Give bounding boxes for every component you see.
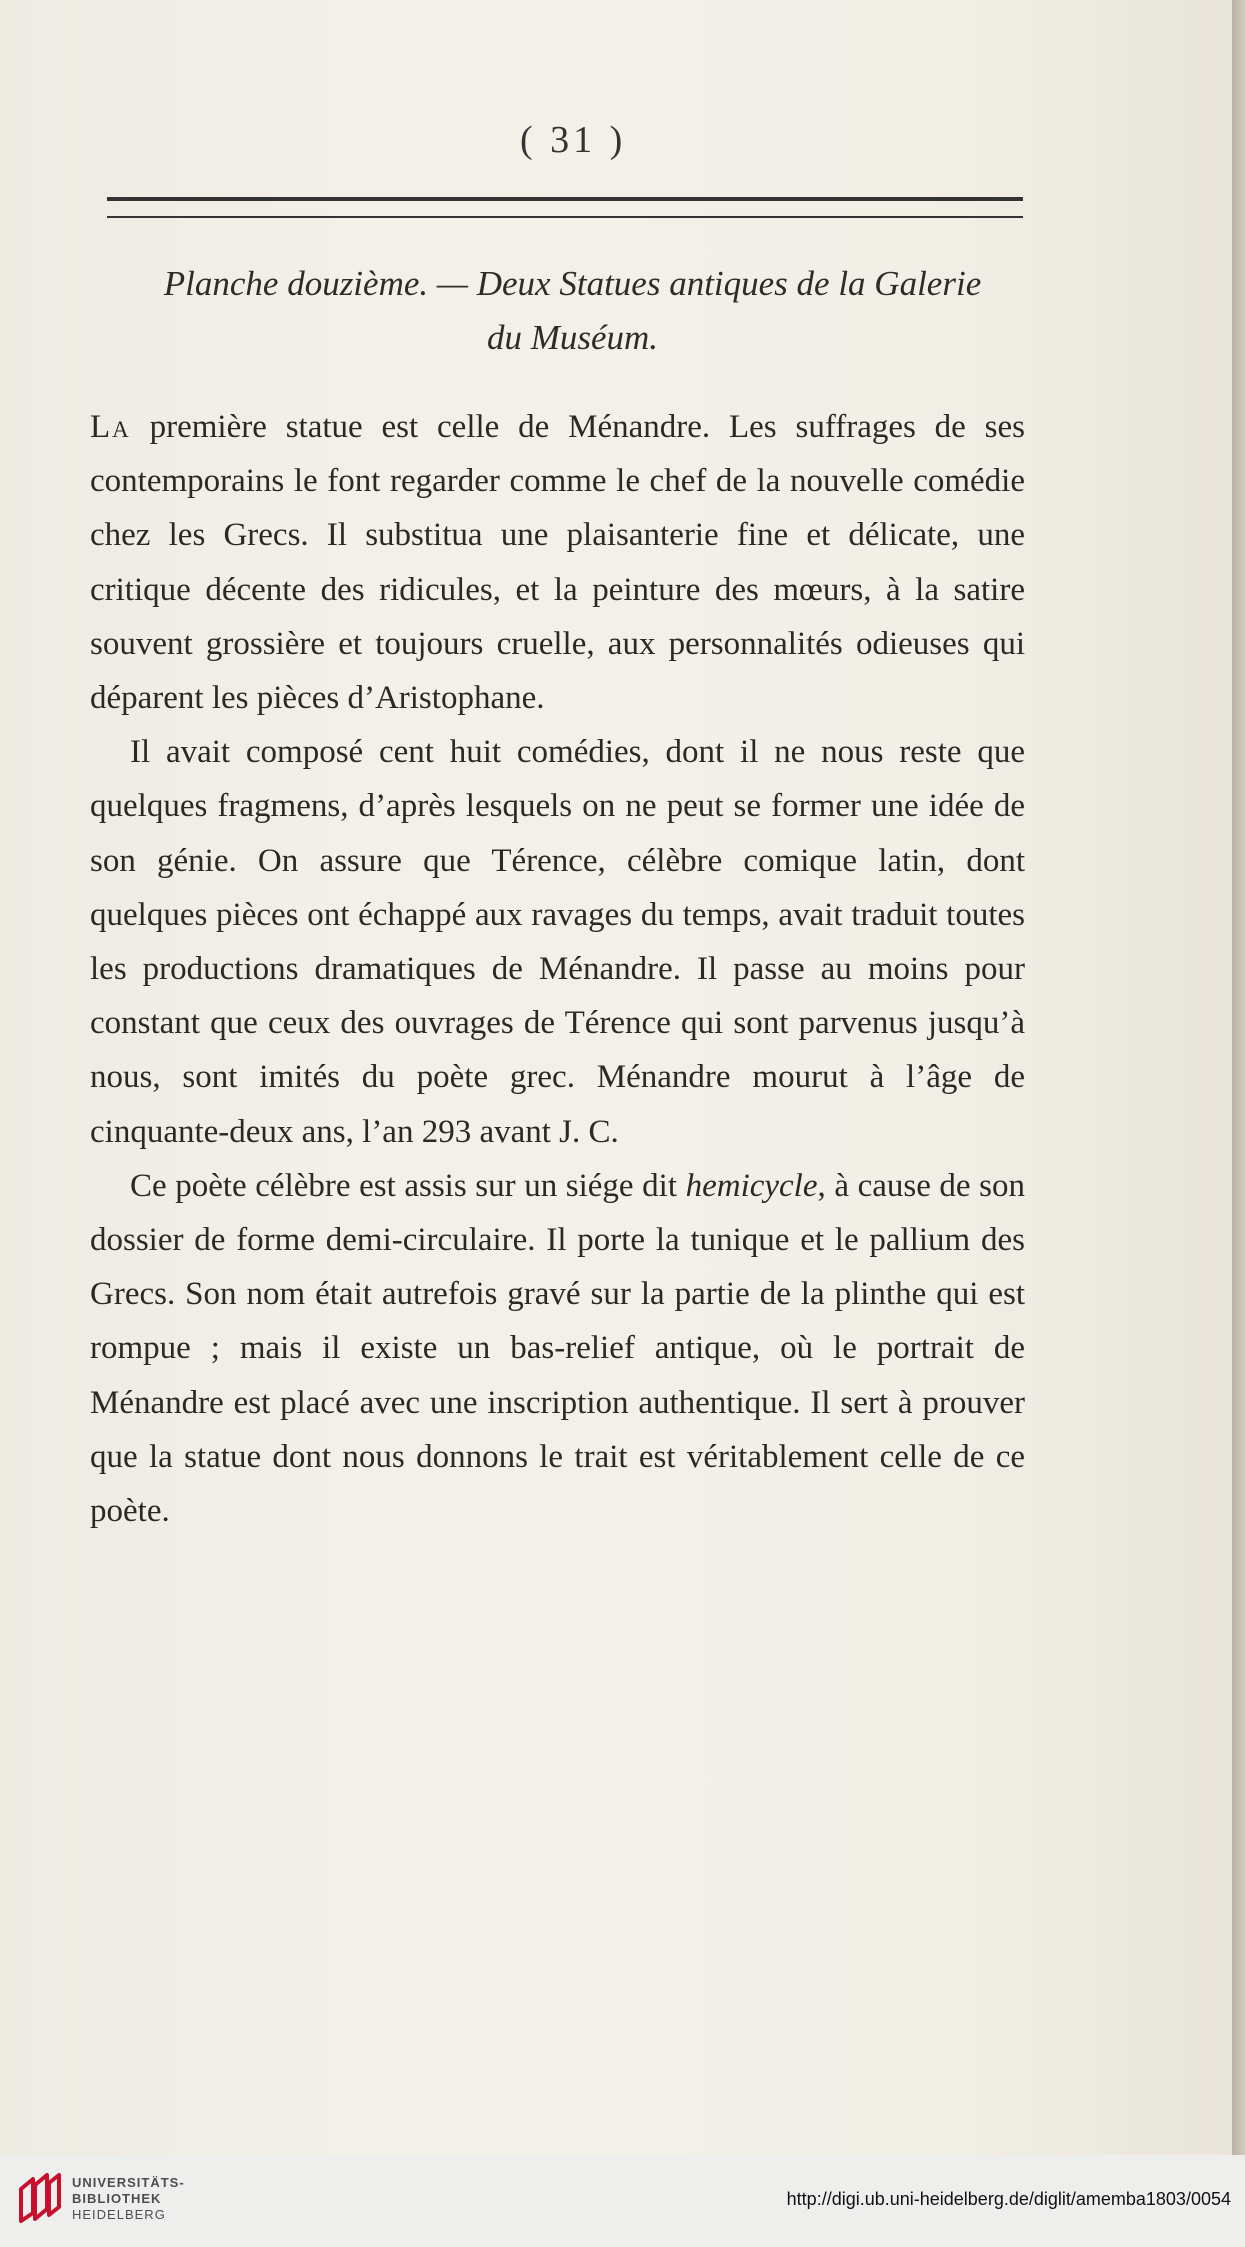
paragraph-1-text: première statue est celle de Ménandre. Les suffrages de ses contemporains le font regarder comme le chef de la nouvelle comédie chez les Grecs. Il substitua une plaisanterie fine et délicate, une critique décente des ridicules, et la peinture des mœurs, à la satire souvent grossière et toujours cruelle, aux personnalités odieuses qui déparent les pièces d’Aristophane. <box>90 409 1025 717</box>
heading-line-1: Planche douzième. — Deux Statues antiques de la Galerie <box>163 264 982 303</box>
section-heading <box>100 257 1045 365</box>
source-url-link[interactable]: http://digi.ub.uni-heidelberg.de/diglit/amemba1803/0054 <box>786 2189 1231 2209</box>
paragraph-3-text-before: Ce poète célèbre est assis sur un siége dit <box>130 1167 686 1204</box>
paragraph-3-text-after: , à cause de son dossier de forme demi-circulaire. Il porte la tunique et le pallium des Grecs. Son nom était autrefois gravé sur la partie de la plinthe qui est rompue ; mais il existe un bas-relief antique, où le portrait de Ménandre est placé avec une inscription authentique. Il sert à prouver que la statue dont nous donnons le trait est véritablement celle de ce poète. <box>90 1167 1026 1530</box>
logo-line-2: BIBLIOTHEK <box>72 2191 162 2206</box>
university-library-logo-icon <box>15 2169 63 2233</box>
paragraph-2: Il avait composé cent huit comédies, dont il ne nous reste que quelques fragmens, d’après lesquels on ne peut se former une idée de son génie. On assure que Térence, célèbre comique latin, dont quelques pièces ont échappé aux ravages du temps, avait traduit toutes les productions dramatiques de Ménandre. Il passe au moins pour constant que ceux des ouvrages de Térence qui sont parvenus jusqu’à nous, sont imités du poète grec. Ménandre mourut à l’âge de cinquante-deux ans, l’an 293 avant J. C. <box>90 734 1025 1150</box>
paragraph-1-lead: La <box>90 409 131 445</box>
header-rule-thick <box>107 197 1023 201</box>
body-text <box>90 400 1025 1538</box>
header-rule-thin <box>107 216 1023 218</box>
paragraph-3-italic-term: hemicycle <box>685 1167 818 1204</box>
library-logo-text <box>72 2175 185 2223</box>
logo-line-1: UNIVERSITÄTS- <box>72 2175 185 2190</box>
logo-line-3: HEIDELBERG <box>72 2207 166 2222</box>
page-edge <box>1232 0 1245 2155</box>
heading-line-2: du Muséum. <box>486 318 659 357</box>
paragraph-3 <box>90 1159 1025 1538</box>
paragraph-1 <box>90 400 1025 725</box>
page-number: ( 31 ) <box>520 119 627 161</box>
footer-bar <box>0 2155 1245 2247</box>
